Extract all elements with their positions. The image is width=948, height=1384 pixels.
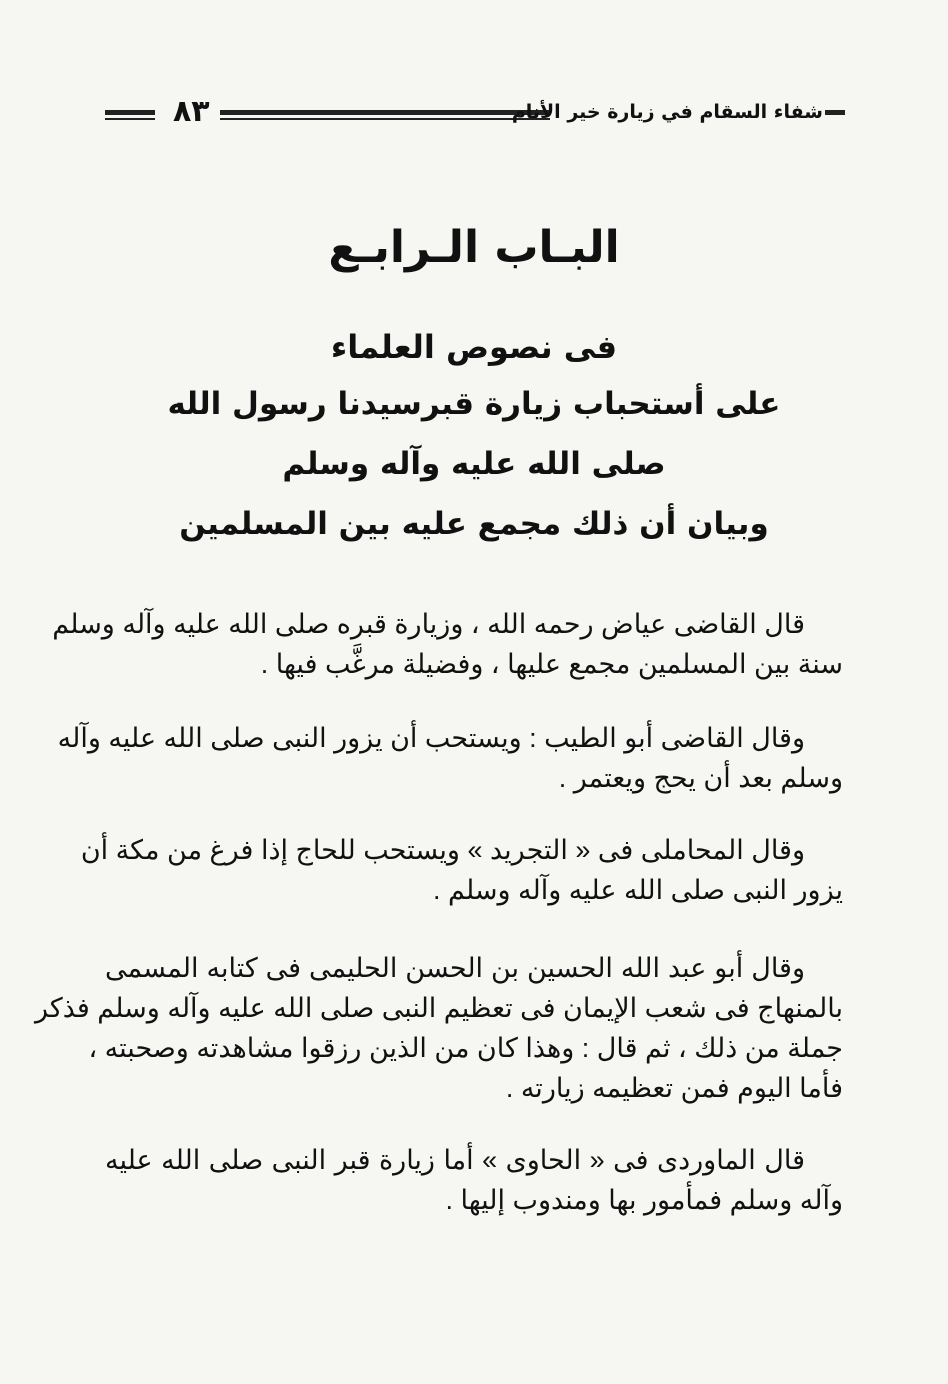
text-line: وقال المحاملى فى « التجريد » ويستحب للحاج إذا فرغ من مكة أن [80,835,805,865]
header-rule-middle-thin [220,118,550,120]
header-rule-left-thin [105,118,155,120]
text-line: قال الماوردى فى « الحاوى » أما زيارة قبر النبى صلى الله عليه [105,1145,805,1175]
text-line: وآله وسلم فمأمور بها ومندوب إليها . [445,1185,843,1215]
text-line: جملة من ذلك ، ثم قال : وهذا كان من الذين رزقوا مشاهدته وصحبته ، [88,1033,843,1063]
text-line: وسلم بعد أن يحج ويعتمر . [558,763,843,793]
subtitle-line: وبيان أن ذلك مجمع عليه بين المسلمين [179,506,769,542]
subtitle-line: فى نصوص العلماء [330,328,618,366]
paragraph [52,604,843,684]
text-line: سنة بين المسلمين مجمع عليها ، وفضيلة مرغَّب فيها . [260,649,843,679]
subtitle-line: على أستحباب زيارة قبرسيدنا رسول الله [167,386,781,422]
page-number: ٨٣ [173,94,210,129]
header-rule-middle [220,110,550,115]
text-line: وقال القاضى أبو الطيب : ويستحب أن يزور النبى صلى الله عليه وآله [57,723,805,753]
text-line: قال القاضى عياض رحمه الله ، وزيارة قبره صلى الله عليه وآله وسلم [52,609,805,639]
paragraph [34,948,843,1108]
paragraph [80,830,843,910]
subtitle-line: صلى الله عليه وآله وسلم [282,446,666,482]
text-line: يزور النبى صلى الله عليه وآله وسلم . [432,875,843,905]
header-rule-right [825,110,845,115]
text-line: فأما اليوم فمن تعظيمه زيارته . [505,1073,843,1103]
running-title: شفاء السقام في زيارة خير الأنام [511,101,823,123]
paragraph [105,1140,843,1220]
text-line: وقال أبو عبد الله الحسين بن الحسن الحليمى فى كتابه المسمى [105,953,805,983]
paragraph [57,718,843,798]
header-rule-left [105,110,155,115]
running-header [105,94,845,132]
chapter-title: البـاب الـرابـع [328,222,620,273]
text-line: بالمنهاج فى شعب الإيمان فى تعظيم النبى صلى الله عليه وآله وسلم فذكر [34,993,843,1023]
